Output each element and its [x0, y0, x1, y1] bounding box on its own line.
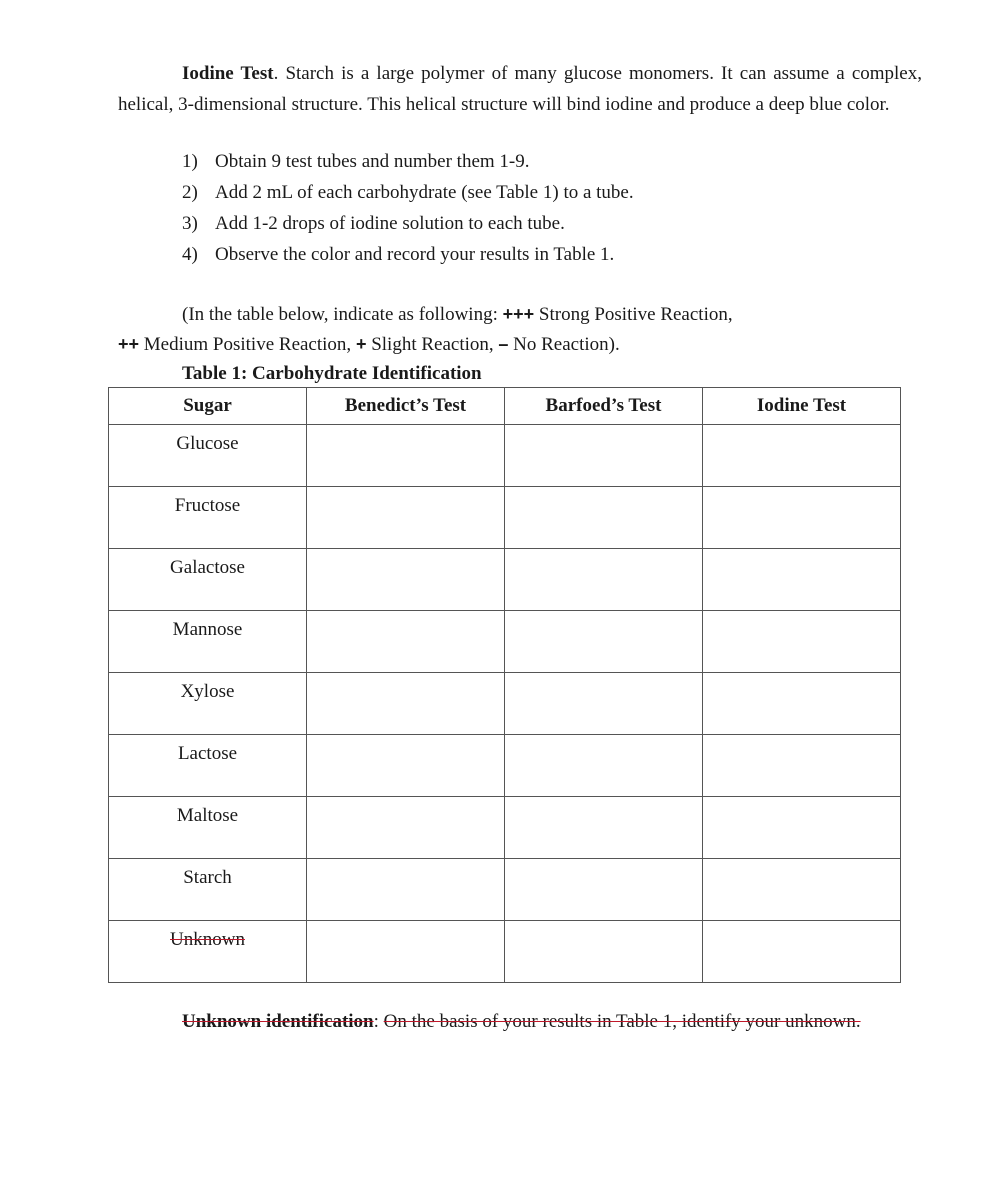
barfoeds-cell[interactable] [505, 673, 703, 735]
benedicts-cell[interactable] [307, 921, 505, 983]
iodine-cell[interactable] [703, 611, 901, 673]
carbohydrate-table [108, 387, 901, 983]
benedicts-cell[interactable] [307, 797, 505, 859]
table-row [109, 797, 901, 859]
table-row [109, 735, 901, 797]
barfoeds-cell[interactable] [505, 425, 703, 487]
sugar-name: Glucose [109, 425, 307, 487]
barfoeds-cell[interactable] [505, 549, 703, 611]
iodine-cell[interactable] [703, 425, 901, 487]
barfoeds-cell[interactable] [505, 921, 703, 983]
table-row [109, 611, 901, 673]
sugar-name: Mannose [109, 611, 307, 673]
sugar-name: Lactose [109, 735, 307, 797]
sugar-name: Starch [109, 859, 307, 921]
column-header: Benedict’s Test [307, 388, 505, 425]
barfoeds-cell[interactable] [505, 859, 703, 921]
unknown-identification-heading: Unknown identification [182, 1011, 374, 1032]
barfoeds-cell[interactable] [505, 797, 703, 859]
iodine-cell[interactable] [703, 673, 901, 735]
sugar-name: Fructose [109, 487, 307, 549]
step-item: 2) Add 2 mL of each carbohydrate (see Table 1) to a tube. [182, 182, 634, 203]
slight-reaction-symbol: + [355, 334, 367, 354]
column-header: Sugar [109, 388, 307, 425]
benedicts-cell[interactable] [307, 859, 505, 921]
reaction-legend-line-2: ++ Medium Positive Reaction, + Slight Reaction, – No Reaction). [118, 334, 620, 355]
unknown-identification-text: On the basis of your results in Table 1, identify your unknown. [383, 1011, 861, 1032]
step-item: 3) Add 1-2 drops of iodine solution to each tube. [182, 213, 565, 234]
reaction-legend-line-1: (In the table below, indicate as following: +++ Strong Positive Reaction, [182, 304, 733, 325]
unknown-identification-paragraph: Unknown identification: On the basis of your results in Table 1, identify your unknown. [182, 1011, 861, 1032]
iodine-cell[interactable] [703, 859, 901, 921]
benedicts-cell[interactable] [307, 487, 505, 549]
table-row [109, 673, 901, 735]
iodine-cell[interactable] [703, 797, 901, 859]
procedure-steps [182, 146, 634, 270]
sugar-name: Maltose [109, 797, 307, 859]
benedicts-cell[interactable] [307, 611, 505, 673]
barfoeds-cell[interactable] [505, 735, 703, 797]
table-row [109, 425, 901, 487]
iodine-test-text: . Starch is a large polymer of many glucose monomers. It can assume a complex, helical, 3-dimensional structure. This helical structure will bind iodine and produce a deep blue color. [118, 63, 922, 115]
strong-positive-symbol: +++ [502, 304, 535, 324]
benedicts-cell[interactable] [307, 735, 505, 797]
step-item: 4) Observe the color and record your results in Table 1. [182, 244, 615, 265]
iodine-cell[interactable] [703, 549, 901, 611]
step-item: 1) Obtain 9 test tubes and number them 1-9. [182, 151, 530, 172]
column-header: Barfoed’s Test [505, 388, 703, 425]
table-header-row [109, 388, 901, 425]
barfoeds-cell[interactable] [505, 487, 703, 549]
medium-positive-symbol: ++ [118, 334, 140, 354]
sugar-name: Xylose [109, 673, 307, 735]
sugar-name: Galactose [109, 549, 307, 611]
table-row [109, 549, 901, 611]
iodine-cell[interactable] [703, 487, 901, 549]
iodine-cell[interactable] [703, 921, 901, 983]
barfoeds-cell[interactable] [505, 611, 703, 673]
table-caption: Table 1: Carbohydrate Identification [182, 363, 482, 384]
iodine-test-heading: Iodine Test [182, 63, 274, 84]
iodine-test-paragraph [118, 58, 922, 120]
column-header: Iodine Test [703, 388, 901, 425]
sugar-name-unknown: Unknown [109, 921, 307, 983]
iodine-cell[interactable] [703, 735, 901, 797]
benedicts-cell[interactable] [307, 425, 505, 487]
benedicts-cell[interactable] [307, 673, 505, 735]
table-row [109, 487, 901, 549]
table-row [109, 921, 901, 983]
table-row [109, 859, 901, 921]
benedicts-cell[interactable] [307, 549, 505, 611]
no-reaction-symbol: – [498, 334, 509, 354]
